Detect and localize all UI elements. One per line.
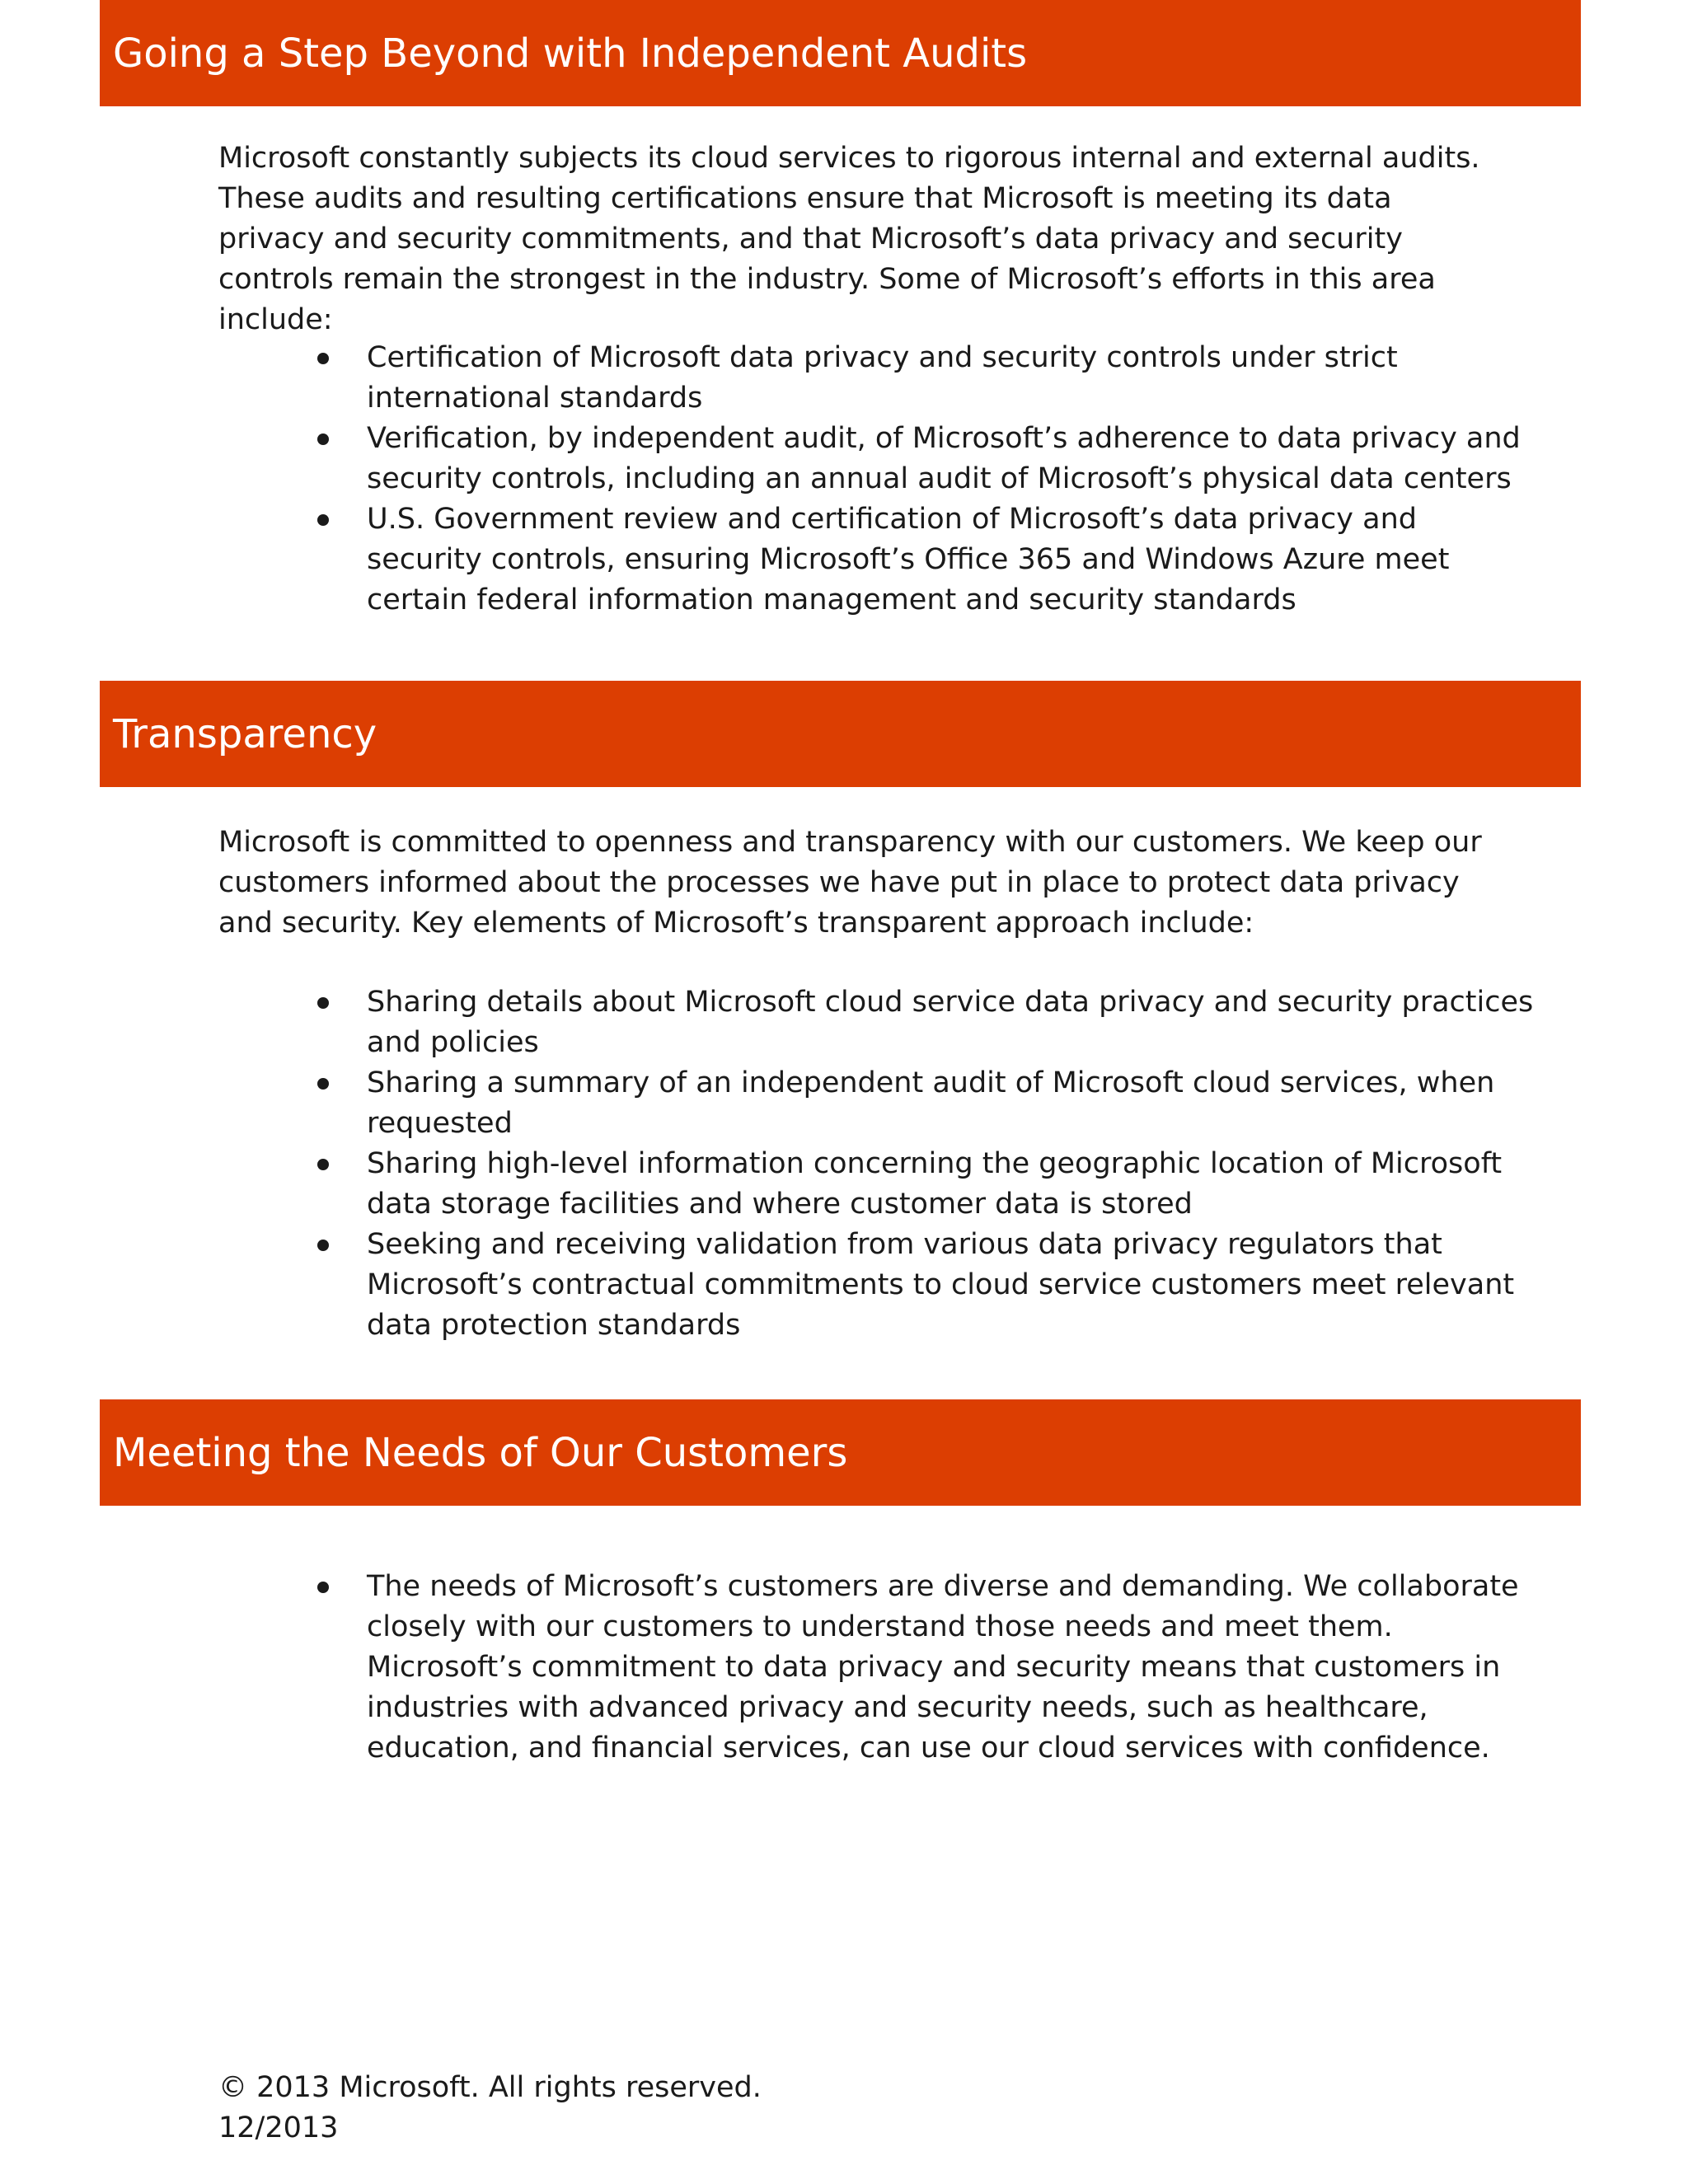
section-heading: Going a Step Beyond with Independent Audits: [113, 30, 1028, 77]
section-heading: Transparency: [113, 710, 377, 757]
section-intro-paragraph: Microsoft constantly subjects its cloud services to rigorous internal and external audits. These audits and resulting certifications ensure that Microsoft is meeting its data privacy and security commitments, and that Microsoft’s data privacy and security controls remain the strongest in the industry. Some of Microsoft’s efforts in this area include:: [218, 142, 1480, 336]
section-banner-transparency: [100, 681, 1581, 787]
section-intro-paragraph: Microsoft is committed to openness and transparency with our customers. We keep our customers informed about the processes we have put in place to protect data privacy and security. Key elements of Microsoft’s transparent approach include:: [218, 826, 1482, 940]
list-item: The needs of Microsoft’s customers are diverse and demanding. We collaborate closely with our customers to understand those needs and meet them. Microsoft’s commitment to data privacy and security means that customers in industries with advanced privacy and security needs, such as healthcare, education, and financial services, can use our cloud services with confidence.: [367, 1567, 1537, 1769]
list-item: Sharing details about Microsoft cloud service data privacy and security practices and policies: [367, 982, 1537, 1063]
list-item: Sharing high-level information concerning the geographic location of Microsoft data storage facilities and where customer data is stored: [367, 1144, 1537, 1225]
section-banner-independent-audits: [100, 0, 1581, 106]
list-item: Certification of Microsoft data privacy and security controls under strict international standards: [367, 338, 1537, 419]
bullet-list-audits: [367, 338, 1537, 621]
section-banner-customer-needs: [100, 1399, 1581, 1506]
copyright-text: © 2013 Microsoft. All rights reserved.: [218, 2071, 762, 2104]
footer: [218, 2068, 762, 2149]
list-item: Verification, by independent audit, of Microsoft’s adherence to data privacy and security controls, including an annual audit of Microsoft’s physical data centers: [367, 419, 1537, 499]
section-heading: Meeting the Needs of Our Customers: [113, 1429, 848, 1476]
list-item: Sharing a summary of an independent audit of Microsoft cloud services, when requested: [367, 1063, 1537, 1144]
list-item: Seeking and receiving validation from various data privacy regulators that Microsoft’s contractual commitments to cloud service customers meet relevant data protection standards: [367, 1225, 1537, 1346]
list-item: U.S. Government review and certification of Microsoft’s data privacy and security controls, ensuring Microsoft’s Office 365 and Windows Azure meet certain federal information management and security standards: [367, 499, 1537, 621]
bullet-list-customer-needs: [367, 1567, 1537, 1769]
document-date: 12/2013: [218, 2111, 339, 2144]
bullet-list-transparency: [367, 982, 1537, 1346]
